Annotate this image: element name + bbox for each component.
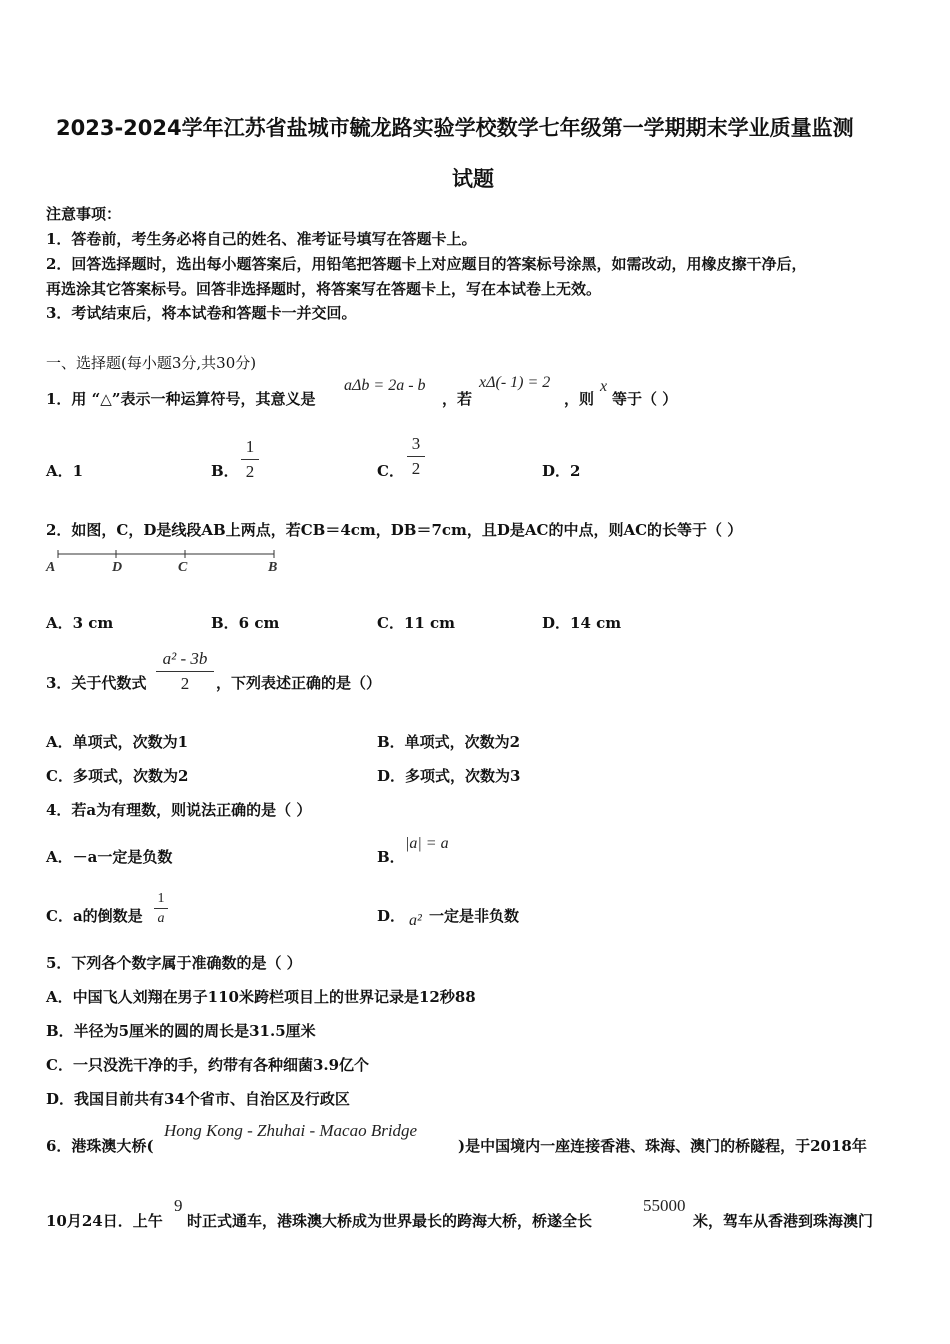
q6-line2-part2: 时正式通车，港珠澳大桥成为世界最长的跨海大桥，桥遂全长 <box>187 1212 593 1230</box>
q6-english-name: Hong Kong - Zhuhai - Macao Bridge <box>164 1121 418 1140</box>
q1-variable: x <box>600 378 608 395</box>
q6-line2-part1: 10月24日．上午 <box>46 1212 163 1230</box>
q1-option-d: D．2 <box>542 462 581 480</box>
fraction-numerator: 3 <box>411 434 421 453</box>
q1-option-b: B． <box>211 462 239 480</box>
q4-stem: 4．若a为有理数，则说法正确的是（ ） <box>46 801 312 819</box>
fraction-numerator: a² - 3b <box>162 649 208 668</box>
q2-option-c: C．11 cm <box>377 614 456 632</box>
q5-option-c: C．一只没洗干净的手，约带有各种细菌3.9亿个 <box>46 1056 370 1074</box>
notice-item: 3．考试结束后，将本试卷和答题卡一并交回。 <box>46 304 357 322</box>
q1-stem-part1: 1．用 “△”表示一种运算符号，其意义是 <box>46 390 316 408</box>
fraction-bar <box>241 459 259 460</box>
q1-stem-part2: ，若 <box>442 390 473 408</box>
q1-option-a: A．1 <box>46 462 84 480</box>
q6-stem-part2: )是中国境内一座连接香港、珠海、澳门的桥隧程，于2018年 <box>458 1137 867 1155</box>
page-title: 2023-2024学年江苏省盐城市毓龙路实验学校数学七年级第一学期期末学业质量监测 <box>56 116 854 140</box>
q2-option-d: D．14 cm <box>542 614 622 632</box>
q4-option-c-fraction <box>154 890 168 927</box>
fraction-denominator: 2 <box>245 462 255 481</box>
fraction-bar <box>154 908 168 909</box>
fraction-denominator: 2 <box>411 459 421 478</box>
fraction-numerator: 1 <box>245 437 255 456</box>
q6-hour: 9 <box>174 1196 183 1215</box>
label-b: B <box>268 560 278 575</box>
q1-option-c-fraction <box>407 433 425 480</box>
q3-fraction <box>156 648 214 695</box>
notice-item: 1．答卷前，考生务必将自己的姓名、准考证号填写在答题卡上。 <box>46 230 477 248</box>
label-d: D <box>112 560 123 575</box>
q4-option-a: A．－a一定是负数 <box>46 848 173 866</box>
q6-line2-part3: 米，驾车从香港到珠海澳门 <box>693 1212 874 1230</box>
q6-length: 55000 <box>643 1196 686 1215</box>
notice-item: 2．回答选择题时，选出每小题答案后，用铅笔把答题卡上对应题目的答案标号涂黑，如需改动，用橡皮擦干净后， <box>46 255 807 273</box>
q5-option-b: B．半径为5厘米的圆的周长是31.5厘米 <box>46 1022 316 1040</box>
notice-heading: 注意事项： <box>46 205 122 223</box>
q5-option-a: A．中国飞人刘翔在男子110米跨栏项目上的世界记录是12秒88 <box>46 988 476 1006</box>
q1-stem-part4: 等于（ ） <box>612 390 678 408</box>
q2-option-b: B．6 cm <box>211 614 280 632</box>
fraction-bar <box>407 456 425 457</box>
q1-formula-condition: xΔ(- 1) = 2 <box>479 374 551 391</box>
page-title-line2: 试题 <box>452 167 494 191</box>
q3-option-b: B．单项式，次数为2 <box>377 733 521 751</box>
label-c: C <box>178 560 188 575</box>
fraction-denominator: a <box>157 911 165 926</box>
notice-item: 再选涂其它答案标号。回答非选择题时，将答案写在答题卡上，写在本试卷上无效。 <box>46 280 602 298</box>
q1-option-c: C． <box>377 462 404 480</box>
fraction-denominator: 2 <box>180 674 190 693</box>
q6-stem-part1: 6．港珠澳大桥( <box>46 1137 154 1155</box>
q2-option-a: A．3 cm <box>46 614 114 632</box>
fraction-numerator: 1 <box>157 891 165 906</box>
q3-option-d: D．多项式，次数为3 <box>377 767 521 785</box>
q3-stem-part2: ，下列表述正确的是（） <box>216 674 382 692</box>
q2-stem: 2．如图，C，D是线段AB上两点，若CB＝4cm，DB＝7cm，且D是AC的中点，则AC的长等于（ ） <box>46 521 743 539</box>
section-heading: 一、选择题(每小题3分,共30分) <box>46 354 257 372</box>
q1-option-b-fraction <box>241 436 259 483</box>
q1-stem-part3: ，则 <box>564 390 595 408</box>
q5-stem: 5．下列各个数字属于准确数的是（ ） <box>46 954 302 972</box>
q4-option-c-label: C．a的倒数是 <box>46 907 143 925</box>
q1-formula-definition: aΔb = 2a - b <box>344 377 426 394</box>
label-a: A <box>46 560 56 575</box>
q5-option-d: D．我国目前共有34个省市、自治区及行政区 <box>46 1090 350 1108</box>
q4-option-b-label: B． <box>377 848 405 866</box>
q3-option-a: A．单项式，次数为1 <box>46 733 189 751</box>
q3-stem-part1: 3．关于代数式 <box>46 674 147 692</box>
q4-option-d-label: D． <box>377 907 406 925</box>
q4-option-d-formula: a² <box>409 912 422 929</box>
q2-line-segment-figure <box>44 547 284 577</box>
q3-option-c: C．多项式，次数为2 <box>46 767 189 785</box>
q4-option-d-text: 一定是非负数 <box>429 907 520 925</box>
fraction-bar <box>156 671 214 672</box>
q4-option-b-formula: |a| = a <box>405 835 449 852</box>
